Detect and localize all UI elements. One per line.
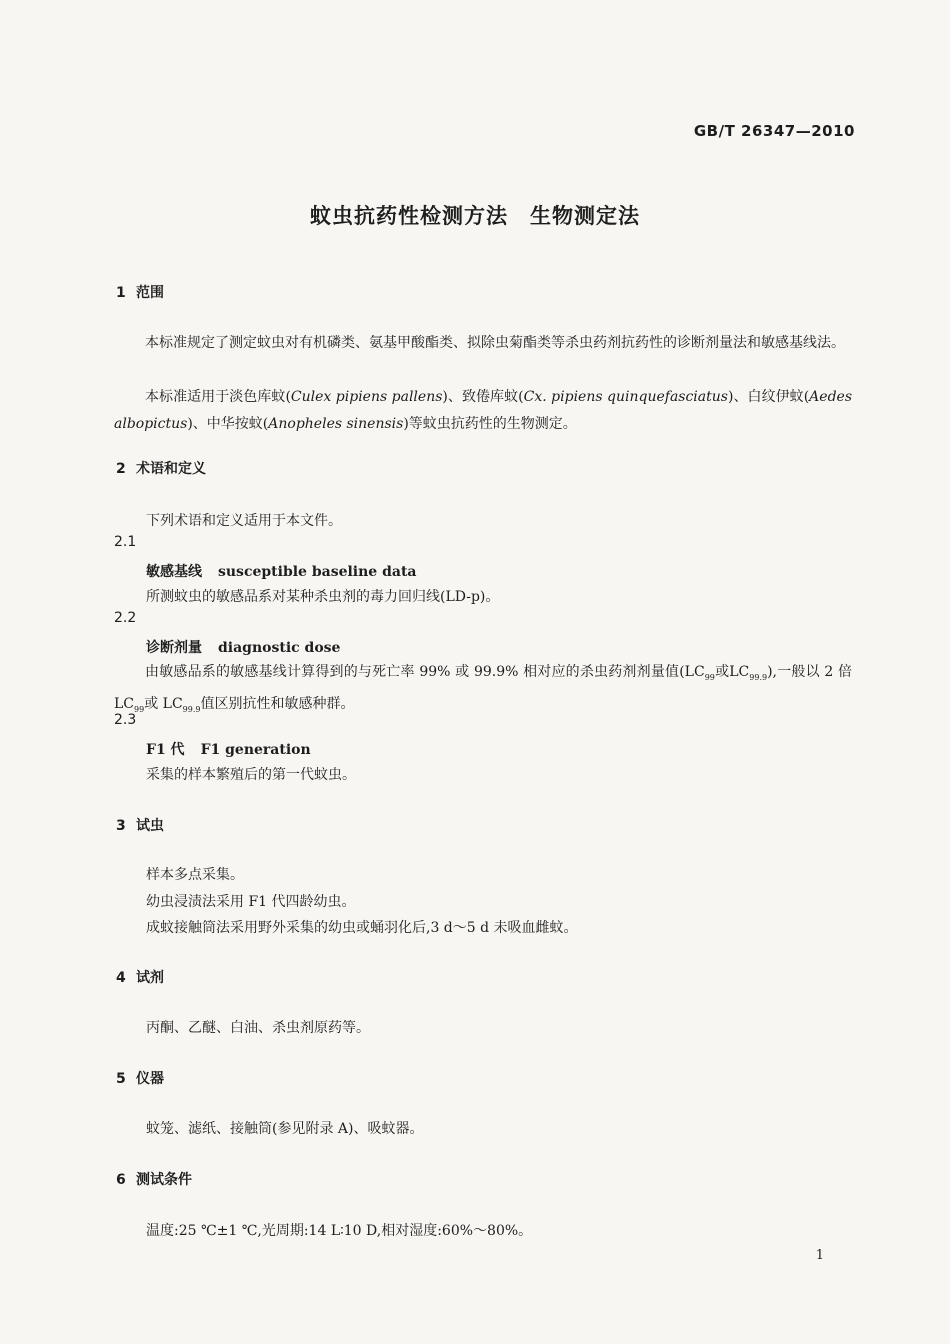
term-definition: 所测蚊虫的敏感品系对某种杀虫剂的毒力回归线(LD-p)。 [146,589,500,605]
section-heading-reagents [116,967,164,987]
section-title: 试虫 [136,818,164,834]
species-name: Culex pipiens pallens [290,389,443,405]
section-heading-terms [116,458,206,478]
section-heading-scope [116,282,164,302]
species-name: Cx. pipiens quinquefasciatus [523,389,728,405]
term-heading [146,561,416,581]
term-en: F1 generation [200,742,311,758]
section-title: 仪器 [136,1071,164,1087]
apparatus-line: 蚊笼、滤纸、接触筒(参见附录 A)、吸蚊器。 [146,1121,424,1137]
test-conditions-line: 温度:25 ℃±1 ℃,光周期:14 L∶10 D,相对湿度:60%～80%。 [146,1223,533,1239]
term-number: 2.3 [114,712,137,728]
standard-code: GB/T 26347—2010 [693,122,855,140]
species-name: Aedes albopictus [114,389,852,432]
term-definition: 由敏感品系的敏感基线计算得到的与死亡率 99% 或 99.9% 相对应的杀虫药剂剂量值($LC_{99}$或$LC_{99.9}$),一般以 2 倍 $LC_{99}$或 $LC_{99.9}$值区别抗性和敏感种群。 [114,664,852,714]
term-en: susceptible baseline data [218,564,417,580]
term-heading [146,739,311,759]
terms-intro: 下列术语和定义适用于本文件。 [146,513,342,529]
test-insects-line: 成蚊接触筒法采用野外采集的幼虫或蛹羽化后,3 d～5 d 未吸血雌蚊。 [146,920,578,936]
section-heading-apparatus [116,1068,164,1088]
section-number: 1 [116,285,126,301]
species-name: Anopheles sinensis [268,416,404,432]
reagents-line: 丙酮、乙醚、白油、杀虫剂原药等。 [146,1020,370,1036]
term-heading [146,637,340,657]
term-cn: 敏感基线 [146,564,202,580]
term-en: diagnostic dose [218,640,341,656]
section-heading-test-conditions [116,1169,192,1189]
section-number: 3 [116,818,126,834]
term-number: 2.1 [114,534,137,550]
page-number: 1 [815,1248,824,1263]
section-number: 2 [116,461,126,477]
section-heading-test-insects [116,815,164,835]
section-title: 范围 [136,285,164,301]
term-definition: 采集的样本繁殖后的第一代蚊虫。 [146,767,356,783]
scope-paragraph-1: 本标准规定了测定蚊虫对有机磷类、氨基甲酸酯类、拟除虫菊酯类等杀虫药剂抗药性的诊断剂量法和敏感基线法。 [145,335,845,351]
test-insects-line: 样本多点采集。 [146,867,244,883]
section-number: 5 [116,1071,126,1087]
term-cn: 诊断剂量 [146,640,202,656]
section-title: 试剂 [136,970,164,986]
term-number: 2.2 [114,610,137,626]
document-title: 蚊虫抗药性检测方法 生物测定法 [310,204,640,228]
section-title: 测试条件 [136,1172,192,1188]
scope-paragraph-2: 本标准适用于淡色库蚊(Culex pipiens pallens)、致倦库蚊(Cx. pipiens quinquefasciatus)、白纹伊蚊(Aedes albopictus)、中华按蚊(Anopheles sinensis)等蚊虫抗药性的生物测定。 [114,389,852,432]
term-cn: F1 代 [146,742,185,758]
section-title: 术语和定义 [136,461,206,477]
section-number: 4 [116,970,126,986]
test-insects-line: 幼虫浸渍法采用 F1 代四龄幼虫。 [146,894,356,910]
section-number: 6 [116,1172,126,1188]
